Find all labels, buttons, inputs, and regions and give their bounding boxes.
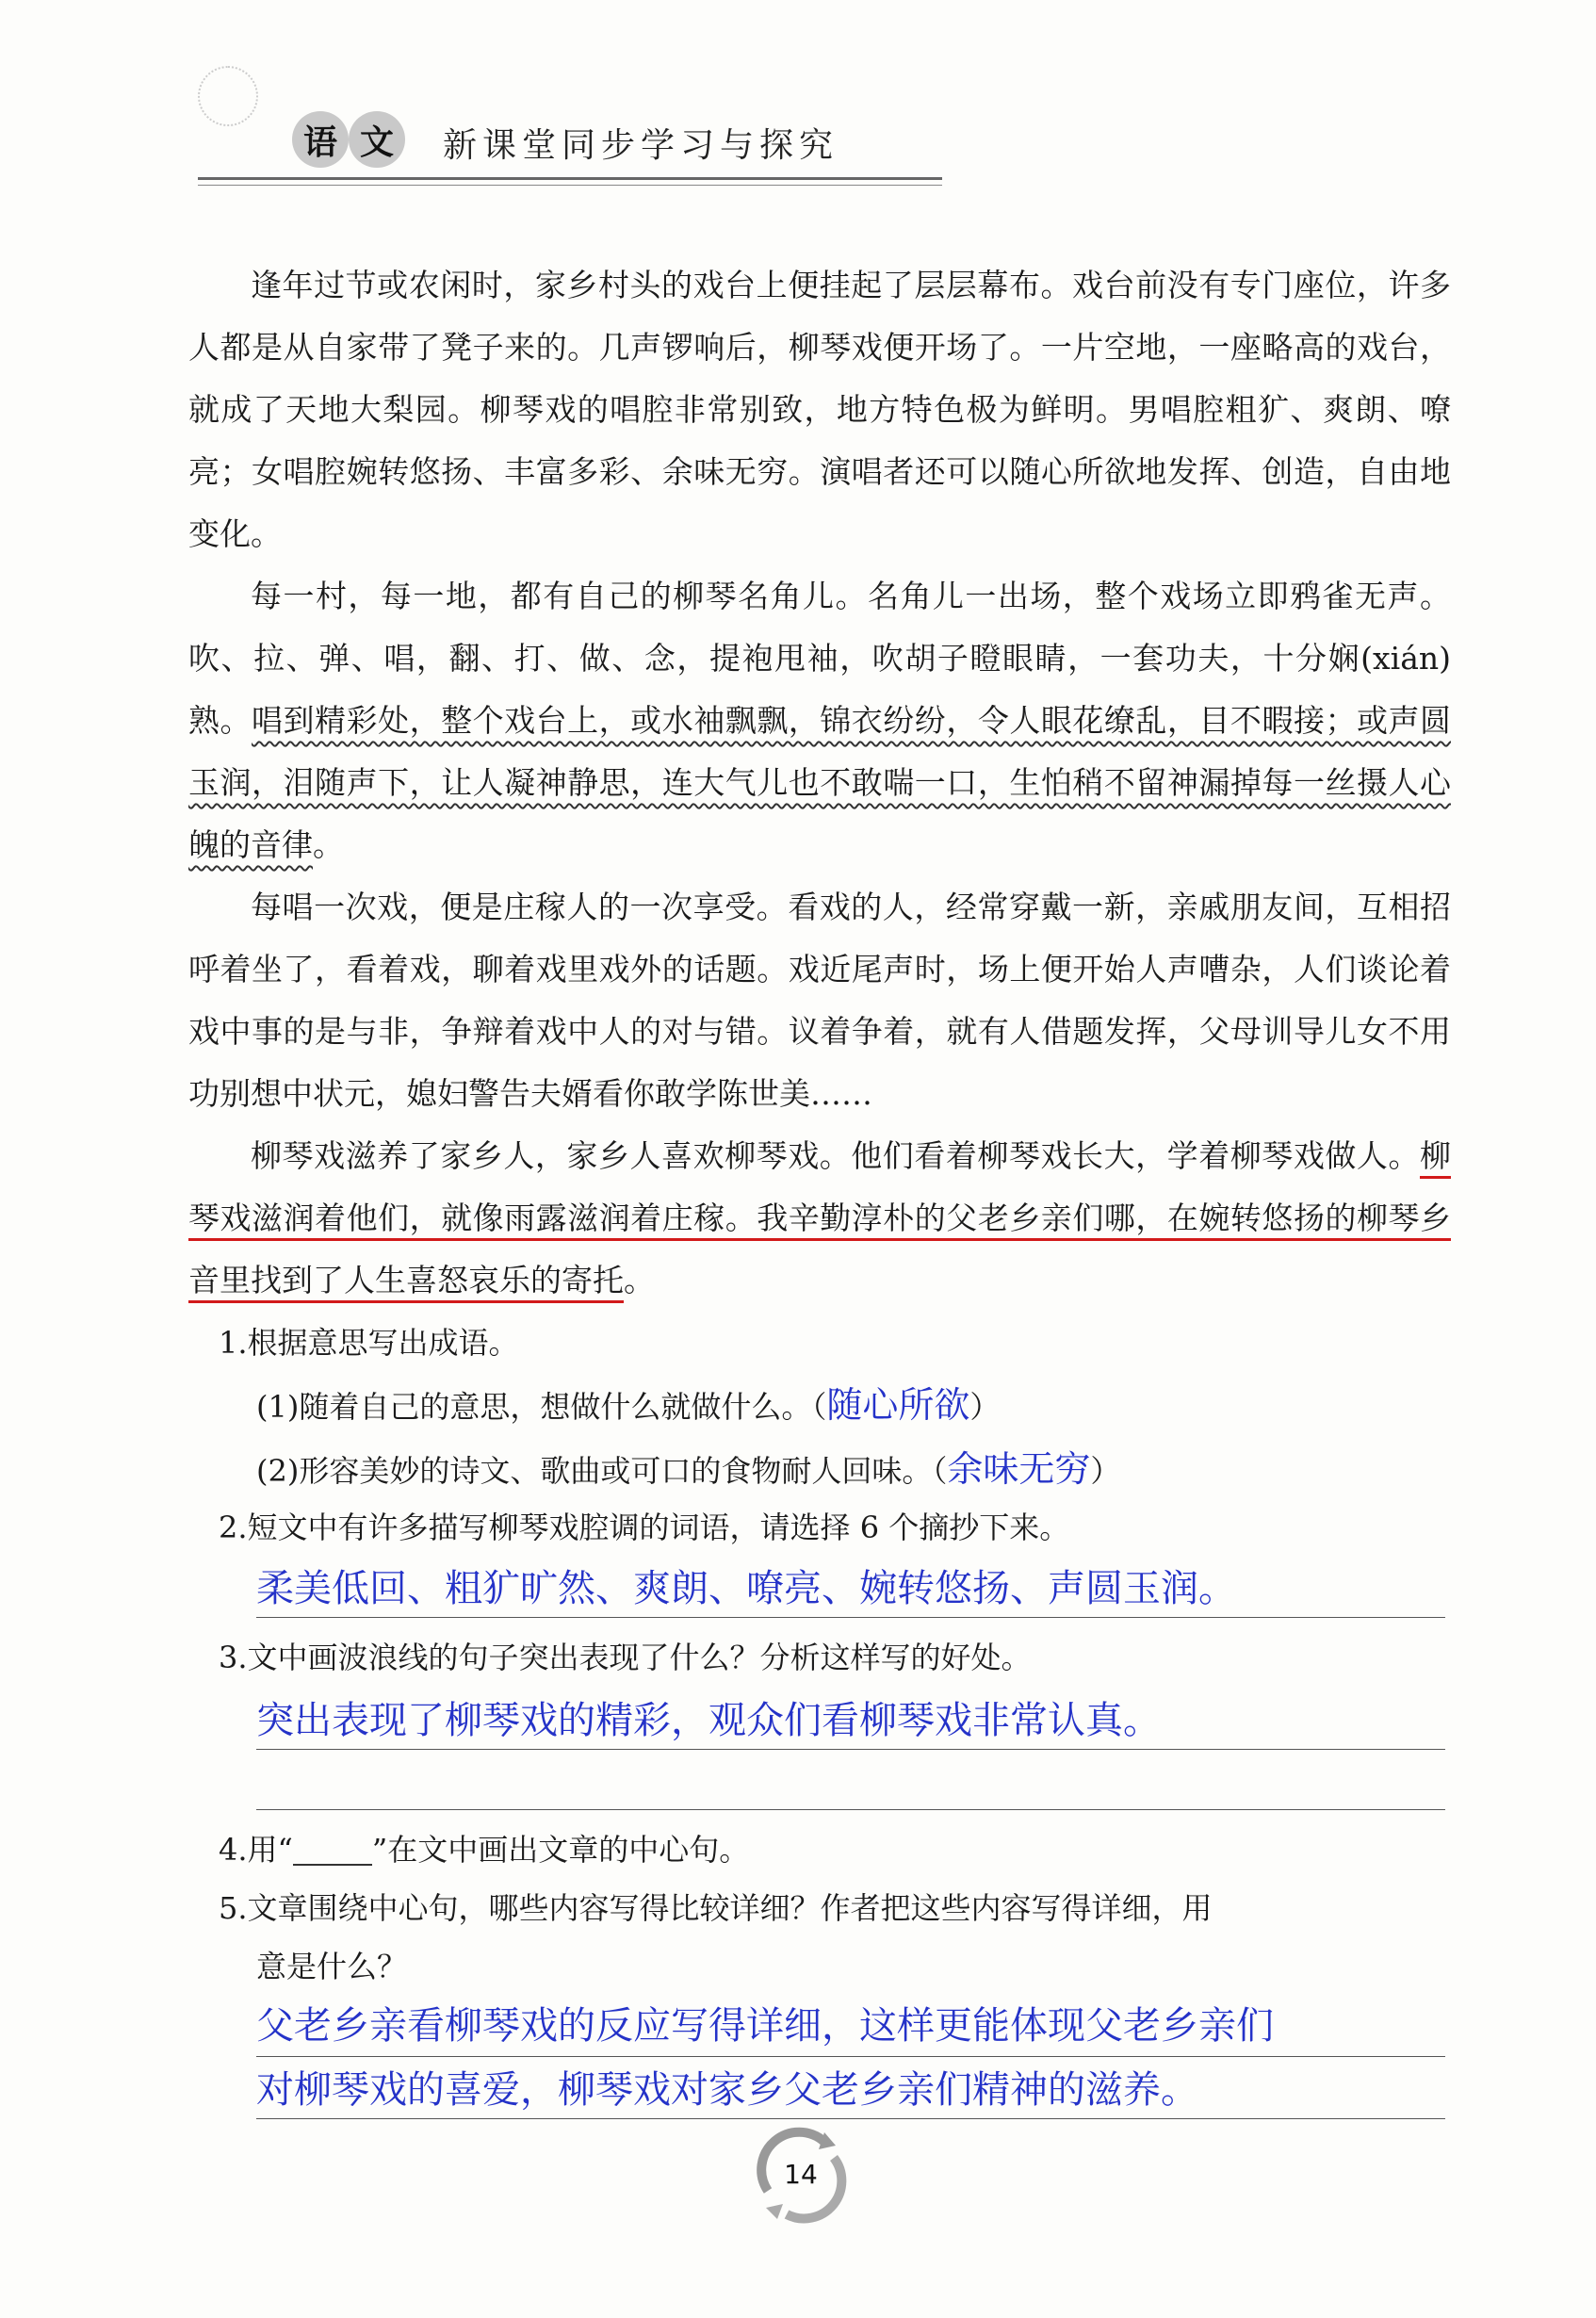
header-rule bbox=[198, 177, 942, 180]
question-4-text-a: 4.用“ bbox=[219, 1832, 293, 1868]
page-number-text: 14 bbox=[784, 2159, 818, 2190]
book-title: 新课堂同步学习与探究 bbox=[443, 126, 839, 165]
underline-blank bbox=[293, 1839, 372, 1866]
paragraph-2-text: 每一村，每一地，都有自己的柳琴名角儿。名角儿一出场，整个戏场立即鸦雀无声。吹、拉、弹、唱，翻、打、做、念，提袍甩袖，吹胡子瞪眼睛，一套功夫，十分娴(xián)熟。 bbox=[188, 578, 1451, 739]
question-1-1 bbox=[256, 1376, 1000, 1428]
question-5-line-2: 意是什么？ bbox=[256, 1949, 408, 1984]
question-1-1-close: ） bbox=[969, 1389, 1001, 1425]
reading-passage bbox=[188, 254, 1451, 1312]
question-1-2 bbox=[256, 1440, 1120, 1492]
answer-2[interactable]: 柔美低回、粗犷旷然、爽朗、嘹亮、婉转悠扬、声圆玉润。 bbox=[256, 1567, 1236, 1610]
subject-badge-1: 语 bbox=[292, 111, 349, 168]
question-4 bbox=[219, 1826, 749, 1869]
central-sentence-red-underline: 柳琴戏滋润着他们，就像雨露滋润着庄稼。我辛勤淳朴的父老乡亲们哪，在婉转悠扬的柳琴乡音里找到了人生喜怒哀乐的寄托 bbox=[188, 1137, 1451, 1303]
paragraph-1: 逢年过节或农闲时，家乡村头的戏台上便挂起了层层幕布。戏台前没有专门座位，许多人都是从自家带了凳子来的。几声锣响后，柳琴戏便开场了。一片空地，一座略高的戏台，就成了天地大梨园。柳琴戏的唱腔非常别致，地方特色极为鲜明。男唱腔粗犷、爽朗、嘹亮；女唱腔婉转悠扬、丰富多彩、余味无穷。演唱者还可以随心所欲地发挥、创造，自由地变化。 bbox=[188, 267, 1451, 552]
question-1: 1.根据意思写出成语。 bbox=[219, 1325, 519, 1361]
question-5-line-1: 5.文章围绕中心句，哪些内容写得比较详细？作者把这些内容写得详细，用 bbox=[219, 1890, 1213, 1926]
page-number bbox=[749, 2125, 853, 2228]
paragraph-4 bbox=[188, 1125, 1451, 1312]
answer-line bbox=[256, 2056, 1445, 2057]
answer-line bbox=[256, 1749, 1445, 1750]
question-3: 3.文中画波浪线的句子突出表现了什么？分析这样写的好处。 bbox=[219, 1640, 1032, 1675]
answer-line bbox=[256, 1617, 1445, 1618]
wavy-underlined-sentence: 唱到精彩处，整个戏台上，或水袖飘飘，锦衣纷纷，令人眼花缭乱，目不暇接；或声圆玉润，泪随声下，让人凝神静思，连大气儿也不敢喘一口，生怕稍不留神漏掉每一丝摄人心魄的音律 bbox=[188, 702, 1452, 863]
question-4-text-b: ”在文中画出文章的中心句。 bbox=[371, 1832, 750, 1868]
answer-1-2[interactable]: 余味无穷 bbox=[947, 1448, 1091, 1490]
question-1-2-text: (2)形容美妙的诗文、歌曲或可口的食物耐人回味。（ bbox=[256, 1453, 948, 1489]
paragraph-2 bbox=[188, 565, 1451, 876]
answer-5-line-2[interactable]: 对柳琴戏的喜爱，柳琴戏对家乡父老乡亲们精神的滋养。 bbox=[256, 2068, 1198, 2112]
answer-5-line-1[interactable]: 父老乡亲看柳琴戏的反应写得详细，这样更能体现父老乡亲们 bbox=[256, 2004, 1274, 2048]
answer-line bbox=[256, 1809, 1445, 1810]
paragraph-2-end: 。 bbox=[313, 826, 344, 863]
paragraph-4-end: 。 bbox=[624, 1262, 655, 1298]
question-1-2-close: ） bbox=[1090, 1453, 1121, 1489]
paragraph-4-text: 柳琴戏滋养了家乡人，家乡人喜欢柳琴戏。他们看着柳琴戏长大，学着柳琴戏做人。 bbox=[251, 1137, 1420, 1174]
answer-line bbox=[256, 2118, 1445, 2119]
answer-1-1[interactable]: 随心所欲 bbox=[826, 1384, 970, 1426]
subject-badge-2: 文 bbox=[349, 111, 405, 168]
answer-3[interactable]: 突出表现了柳琴戏的精彩，观众们看柳琴戏非常认真。 bbox=[256, 1699, 1161, 1742]
question-2: 2.短文中有许多描写柳琴戏腔调的词语，请选择 6 个摘抄下来。 bbox=[219, 1510, 1070, 1545]
page-header bbox=[198, 111, 952, 187]
paragraph-3: 每唱一次戏，便是庄稼人的一次享受。看戏的人，经常穿戴一新，亲戚朋友间，互相招呼着坐了，看着戏，聊着戏里戏外的话题。戏近尾声时，场上便开始人声嘈杂，人们谈论着戏中事的是与非，争辩着戏中人的对与错。议着争着，就有人借题发挥，父母训导儿女不用功别想中状元，媳妇警告夫婿看你敢学陈世美…… bbox=[188, 889, 1451, 1112]
header-rule-thin bbox=[198, 185, 942, 186]
question-1-1-text: (1)随着自己的意思，想做什么就做什么。（ bbox=[256, 1389, 827, 1425]
